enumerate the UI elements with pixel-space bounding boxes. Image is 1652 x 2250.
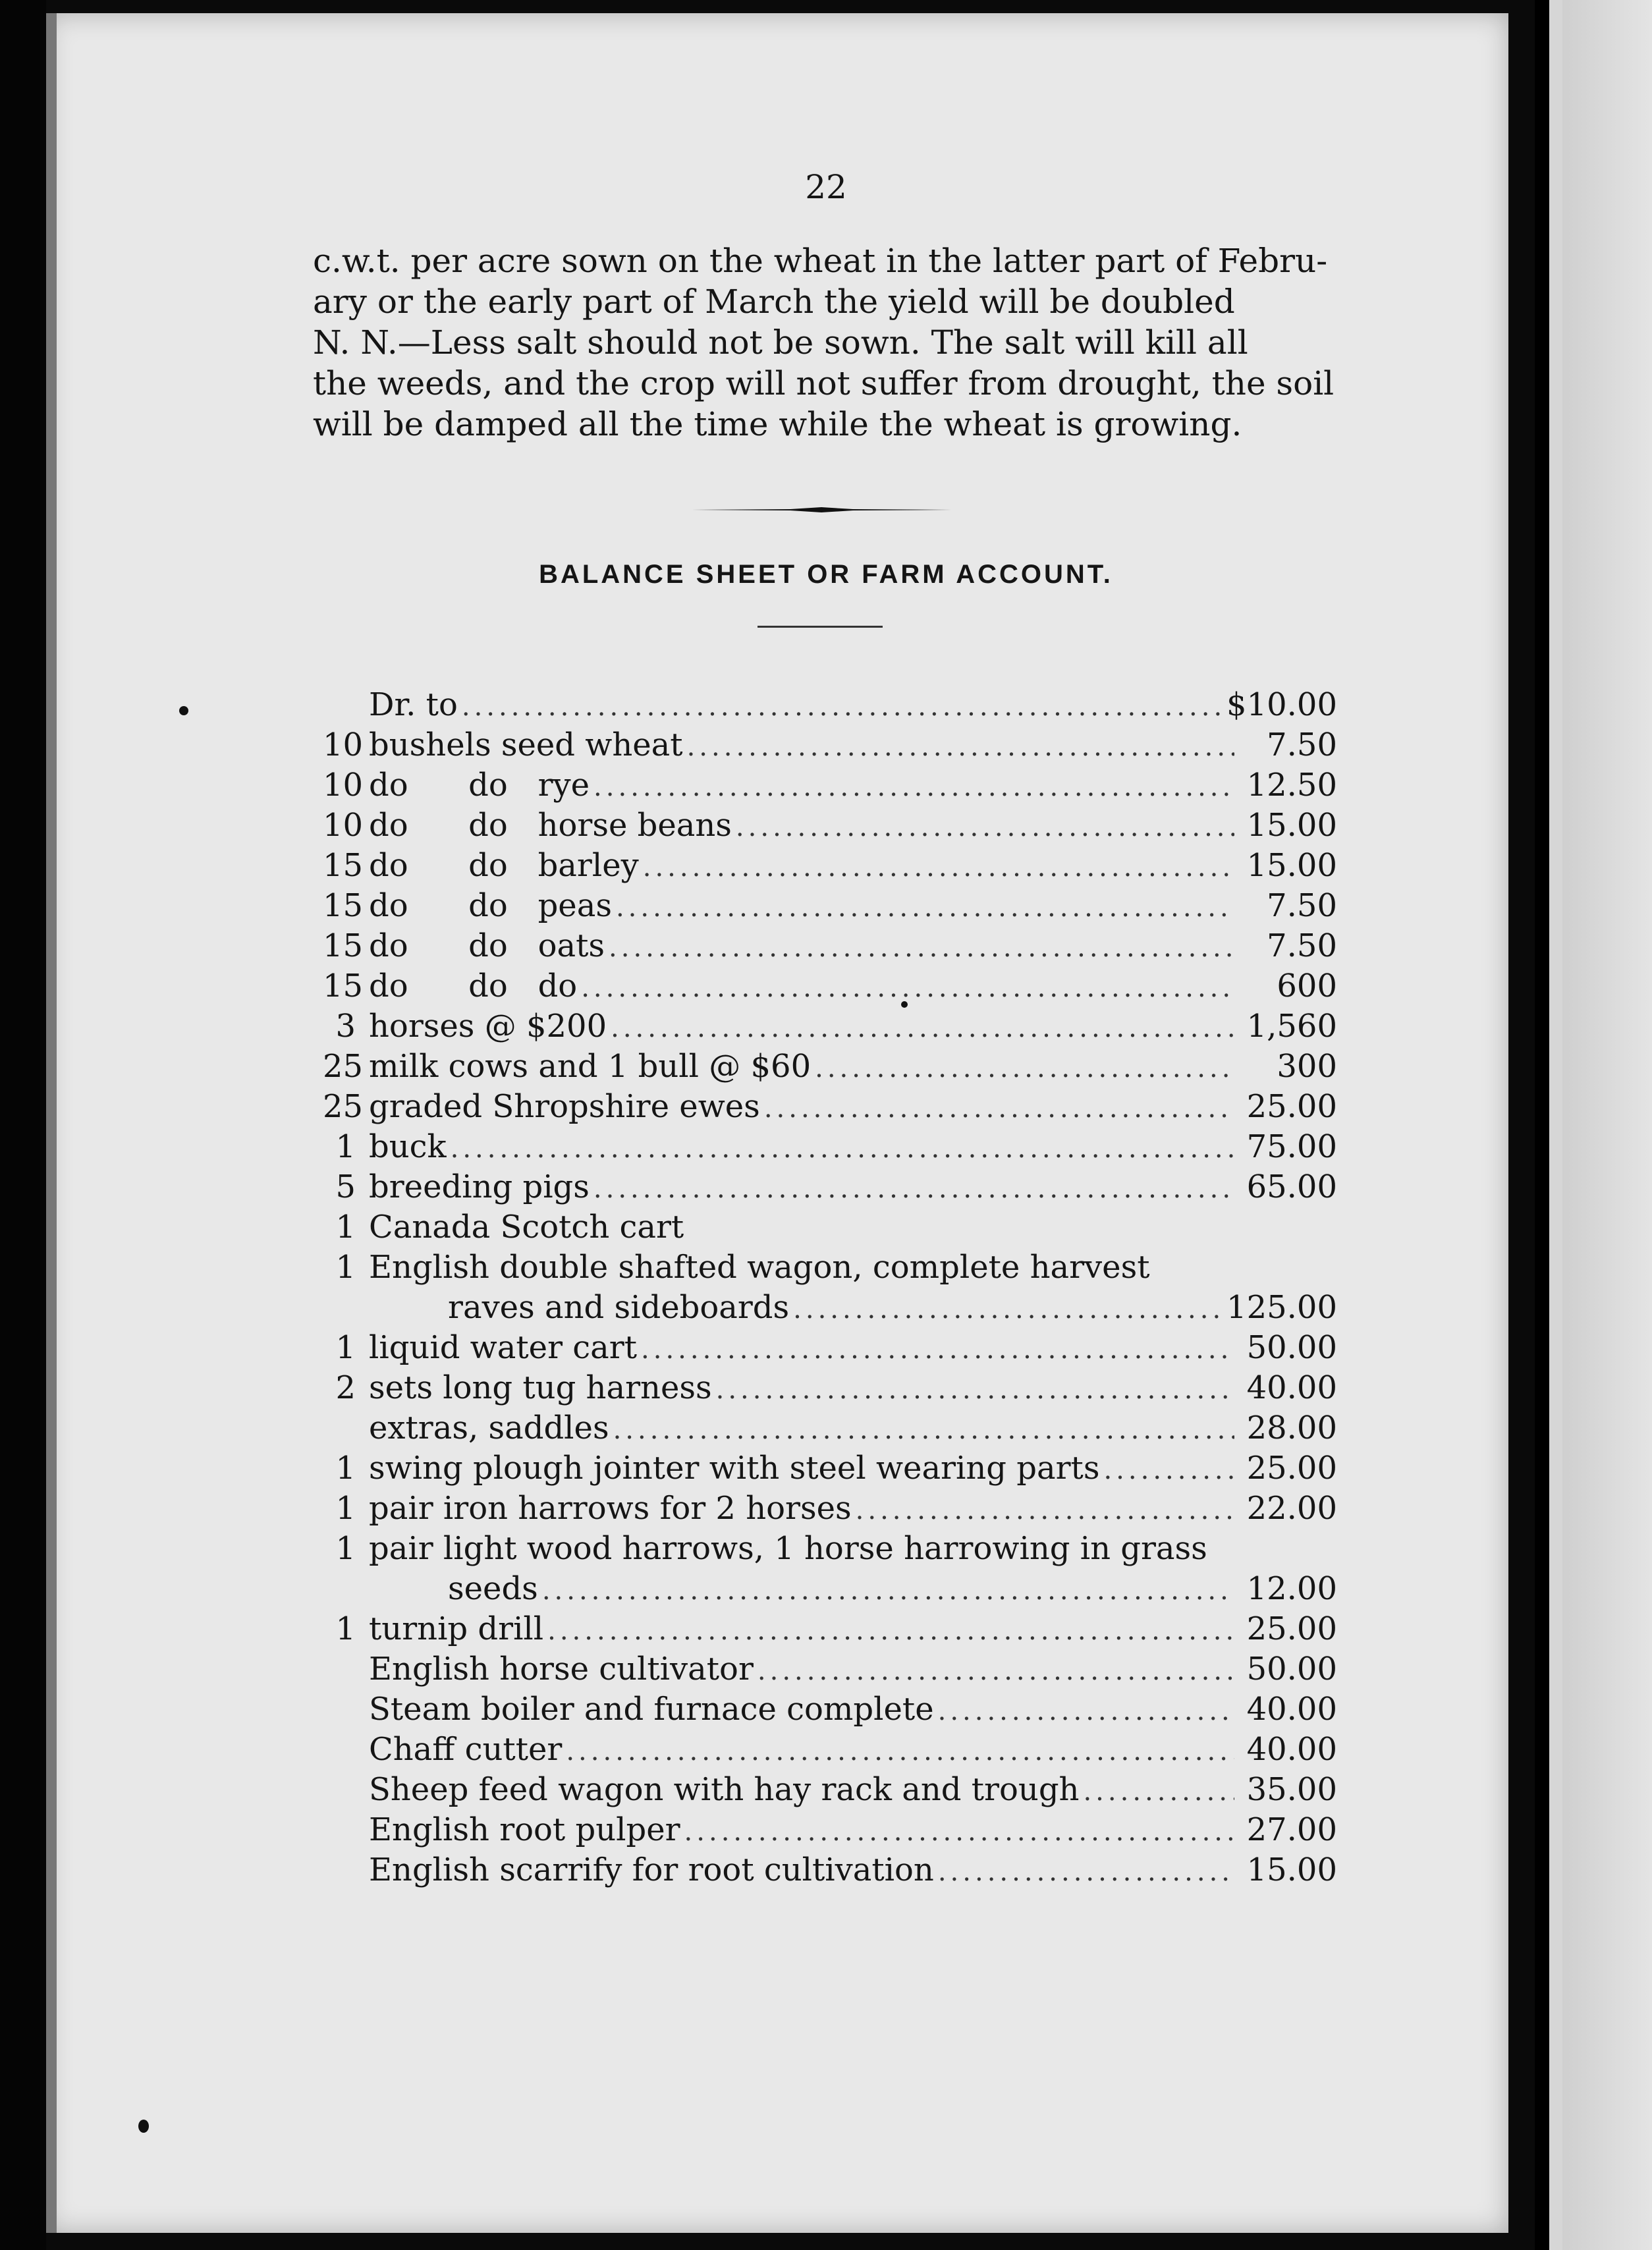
ledger-quantity: 1 xyxy=(335,1490,356,1527)
ledger-description: extras, saddles xyxy=(369,1410,609,1446)
ledger-row xyxy=(323,1248,1337,1288)
ledger-row xyxy=(323,1529,1337,1569)
ledger-description: sets long tug harness xyxy=(369,1369,712,1406)
ledger-quantity: 15 xyxy=(323,927,364,964)
ledger-row xyxy=(323,1167,1337,1207)
ledger-description: milk cows and 1 bull @ $60 xyxy=(369,1048,812,1085)
ledger-amount: 15.00 xyxy=(1246,1852,1337,1888)
scan-left-border xyxy=(0,0,46,2250)
dot-leader xyxy=(764,1089,1234,1129)
dot-leader xyxy=(616,888,1234,928)
ledger-amount: $10.00 xyxy=(1226,686,1337,723)
ledger-description: English horse cultivator xyxy=(369,1651,754,1688)
dot-leader xyxy=(938,1691,1234,1732)
ledger-quantity: 10 xyxy=(323,727,364,763)
ledger-description: do do horse beans xyxy=(369,807,732,844)
ledger-amount: 25.00 xyxy=(1246,1610,1337,1647)
ledger-description: do do oats xyxy=(369,927,605,964)
dot-leader xyxy=(613,1410,1234,1450)
ledger-row xyxy=(323,1810,1337,1850)
ledger-amount: 125.00 xyxy=(1226,1289,1337,1326)
ledger-quantity: 1 xyxy=(335,1450,356,1487)
ledger-description: graded Shropshire ewes xyxy=(369,1088,760,1125)
ledger-row xyxy=(323,1368,1337,1408)
ink-speck xyxy=(901,1001,908,1008)
ledger-description: bushels seed wheat xyxy=(369,727,683,763)
ledger-row xyxy=(323,1689,1337,1730)
ledger-amount: 25.00 xyxy=(1246,1088,1337,1125)
ledger-amount: 75.00 xyxy=(1246,1128,1337,1165)
ledger-amount: 50.00 xyxy=(1246,1329,1337,1366)
ledger-description: do do barley xyxy=(369,847,639,884)
ledger-amount: 28.00 xyxy=(1246,1410,1337,1446)
ledger-row xyxy=(323,1087,1337,1127)
ledger-row xyxy=(323,725,1337,765)
ledger-row xyxy=(323,1408,1337,1448)
page-binding-edge xyxy=(46,13,57,2233)
ledger-row xyxy=(323,1730,1337,1770)
section-heading: BALANCE SHEET OR FARM ACCOUNT. xyxy=(539,560,1113,589)
ledger-description: raves and sideboards xyxy=(448,1289,790,1326)
ledger-quantity: 3 xyxy=(335,1008,356,1045)
dot-leader xyxy=(757,1651,1234,1691)
ledger-amount: 7.50 xyxy=(1267,887,1337,924)
dot-leader xyxy=(611,1008,1234,1049)
ledger-amount: 35.00 xyxy=(1246,1771,1337,1808)
heading-underline xyxy=(757,626,883,628)
ledger-description: turnip drill xyxy=(369,1610,544,1647)
ledger-description: Chaff cutter xyxy=(369,1731,563,1768)
ledger-amount: 15.00 xyxy=(1246,807,1337,844)
ledger-row xyxy=(323,926,1337,966)
ledger-description: horses @ $200 xyxy=(369,1008,607,1045)
facing-page-edge xyxy=(1535,0,1652,2250)
ledger-description: buck xyxy=(369,1128,447,1165)
ledger-amount: 600 xyxy=(1277,968,1337,1004)
ledger-row xyxy=(323,1489,1337,1529)
dot-leader xyxy=(451,1129,1234,1169)
ledger-amount: 12.00 xyxy=(1246,1570,1337,1607)
ledger-description: pair iron harrows for 2 horses xyxy=(369,1490,852,1527)
ledger-row xyxy=(323,1770,1337,1810)
ledger-description: Dr. to xyxy=(369,686,458,723)
ledger-row xyxy=(323,1609,1337,1649)
ledger-quantity: 1 xyxy=(335,1249,356,1286)
ledger-description: Sheep feed wagon with hay rack and trough xyxy=(369,1771,1080,1808)
ledger-amount: 40.00 xyxy=(1246,1369,1337,1406)
page-number: 22 xyxy=(805,168,847,206)
ledger-description: do do do xyxy=(369,968,578,1004)
dot-leader xyxy=(687,727,1234,767)
ledger-row xyxy=(323,1288,1337,1328)
intro-line: N. N.—Less salt should not be sown. The salt will kill all xyxy=(313,323,1248,362)
ledger-amount: 65.00 xyxy=(1246,1168,1337,1205)
intro-line: ary or the early part of March the yield will be doubled xyxy=(313,283,1235,321)
ledger-quantity: 5 xyxy=(335,1168,356,1205)
ledger-description: swing plough jointer with steel wearing parts xyxy=(369,1450,1100,1487)
ledger-row xyxy=(323,1850,1337,1890)
dot-leader xyxy=(1103,1450,1234,1491)
dot-leader xyxy=(547,1611,1234,1651)
ledger-amount: 7.50 xyxy=(1267,727,1337,763)
ornamental-rule xyxy=(692,507,952,512)
ledger-row xyxy=(323,886,1337,926)
ledger-row xyxy=(323,1448,1337,1489)
dot-leader xyxy=(462,687,1223,727)
dot-leader xyxy=(856,1491,1234,1531)
ledger-row xyxy=(323,846,1337,886)
ledger-row xyxy=(323,685,1337,725)
ledger-amount: 40.00 xyxy=(1246,1691,1337,1728)
ink-speck xyxy=(138,2120,149,2133)
ledger-description: do do rye xyxy=(369,767,590,804)
ledger-description: seeds xyxy=(448,1570,538,1607)
intro-line: c.w.t. per acre sown on the wheat in the latter part of Febru- xyxy=(313,242,1328,280)
ledger-quantity: 2 xyxy=(335,1369,356,1406)
ledger-quantity: 25 xyxy=(323,1048,364,1085)
ledger-amount: 300 xyxy=(1277,1048,1337,1085)
ledger-row xyxy=(323,1649,1337,1689)
intro-paragraph xyxy=(313,240,1335,445)
dot-leader xyxy=(641,1330,1234,1370)
dot-leader xyxy=(542,1571,1234,1611)
ledger-description: English root pulper xyxy=(369,1811,680,1848)
ledger-amount: 15.00 xyxy=(1246,847,1337,884)
dot-leader xyxy=(793,1290,1223,1330)
dot-leader xyxy=(593,767,1234,808)
ledger-row xyxy=(323,1047,1337,1087)
dot-leader xyxy=(581,968,1234,1008)
ledger-row xyxy=(323,1207,1337,1248)
ledger-quantity: 1 xyxy=(335,1329,356,1366)
ledger-row xyxy=(323,1328,1337,1368)
dot-leader xyxy=(938,1852,1234,1892)
dot-leader xyxy=(566,1732,1234,1772)
ledger-row xyxy=(323,1006,1337,1047)
ledger-quantity: 10 xyxy=(323,807,364,844)
ledger-description: Steam boiler and furnace complete xyxy=(369,1691,934,1728)
dot-leader xyxy=(593,1169,1234,1209)
dot-leader xyxy=(684,1812,1234,1852)
ledger-amount: 22.00 xyxy=(1246,1490,1337,1527)
ledger-table xyxy=(323,685,1337,1890)
ledger-quantity: 10 xyxy=(323,767,364,804)
dot-leader xyxy=(643,848,1234,888)
ledger-row xyxy=(323,806,1337,846)
ledger-amount: 7.50 xyxy=(1267,927,1337,964)
ledger-quantity: 1 xyxy=(335,1128,356,1165)
ledger-quantity: 25 xyxy=(323,1088,364,1125)
ledger-row xyxy=(323,765,1337,806)
ledger-description: English scarrify for root cultivation xyxy=(369,1852,934,1888)
ledger-amount: 1,560 xyxy=(1246,1008,1337,1045)
ledger-amount: 12.50 xyxy=(1246,767,1337,804)
ledger-amount: 27.00 xyxy=(1246,1811,1337,1848)
ledger-row xyxy=(323,1569,1337,1609)
intro-line: will be damped all the time while the wheat is growing. xyxy=(313,405,1242,443)
dot-leader xyxy=(815,1049,1234,1089)
ledger-amount: 50.00 xyxy=(1246,1651,1337,1688)
dot-leader xyxy=(716,1370,1234,1410)
intro-line: the weeds, and the crop will not suffer from drought, the soil xyxy=(313,364,1335,402)
ledger-quantity: 1 xyxy=(335,1209,356,1246)
ledger-quantity: 1 xyxy=(335,1530,356,1567)
ledger-quantity: 15 xyxy=(323,887,364,924)
ledger-quantity: 15 xyxy=(323,968,364,1004)
ledger-row xyxy=(323,966,1337,1006)
dot-leader xyxy=(609,928,1234,968)
dot-leader xyxy=(1083,1772,1234,1812)
ledger-description: liquid water cart xyxy=(369,1329,638,1366)
ledger-quantity: 1 xyxy=(335,1610,356,1647)
ledger-description: English double shafted wagon, complete harvest xyxy=(369,1249,1150,1286)
ink-speck xyxy=(179,706,188,715)
ledger-description: do do peas xyxy=(369,887,612,924)
ledger-row xyxy=(323,1127,1337,1167)
ledger-description: pair light wood harrows, 1 horse harrowing in grass xyxy=(369,1530,1207,1567)
ledger-amount: 40.00 xyxy=(1246,1731,1337,1768)
dot-leader xyxy=(736,808,1234,848)
ledger-description: breeding pigs xyxy=(369,1168,590,1205)
ledger-amount: 25.00 xyxy=(1246,1450,1337,1487)
ledger-quantity: 15 xyxy=(323,847,364,884)
ledger-description: Canada Scotch cart xyxy=(369,1209,684,1246)
